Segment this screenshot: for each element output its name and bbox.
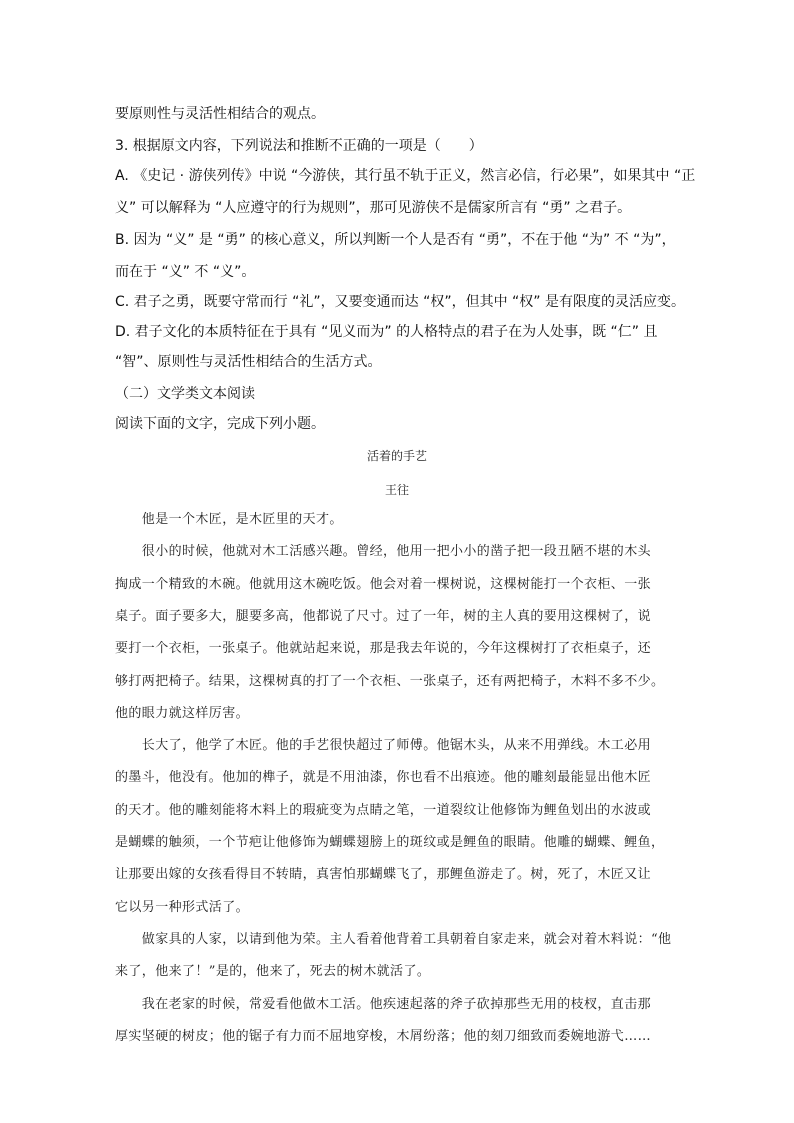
story-line: 他是一个木匠，是木匠里的天才。 bbox=[115, 512, 343, 527]
story-line: 长大了，他学了木匠。他的手艺很快超过了师傅。他锯木头，从来不用弹线。木工必用 bbox=[115, 738, 652, 754]
story-line: 让那要出嫁的女孩看得目不转睛，真害怕那蝴蝶飞了，那鲤鱼游走了。树，死了，木匠又让 bbox=[115, 867, 652, 883]
story-line: 桌子。面子要多大，腿要多高，他都说了尺寸。过了一年，树的主人真的要用这棵树了，说 bbox=[115, 608, 652, 624]
story-line: 的天才。他的雕刻能将木料上的瑕疵变为点睛之笔，一道裂纹让他修饰为鲤鱼划出的水波或 bbox=[115, 802, 652, 818]
header-line: 义” 可以解释为 “人应遵守的行为规则”，那可见游侠不是儒家所言有 “勇” 之君子。 bbox=[115, 200, 632, 216]
story-line: 要打一个衣柜，一张桌子。他就站起来说，那是我去年说的，今年这棵树打了衣柜桌子，还 bbox=[115, 641, 652, 657]
story-title: 活着的手艺 bbox=[366, 449, 427, 463]
story-line: 是蝴蝶的触须，一个节疤让他修饰为蝴蝶翅膀上的斑纹或是鲤鱼的眼睛。他雕的蝴蝶、鲤鱼， bbox=[115, 835, 665, 850]
header-line: “智”、原则性与灵活性相结合的生活方式。 bbox=[115, 354, 382, 370]
header-line: 而在于 “义” 不 “义”。 bbox=[115, 264, 256, 280]
header-line: C. 君子之勇，既要守常而行 “礼”，又要变通而达 “权”，但其中 “权” 是有限度的灵活应变。 bbox=[115, 294, 685, 310]
story-line: 它以另一种形式活了。 bbox=[115, 899, 250, 915]
story-line: 很小的时候，他就对木工活感兴趣。曾经，他用一把小小的凿子把一段丑陋不堪的木头 bbox=[115, 544, 652, 560]
story-line: 厚实坚硬的树皮；他的锯子有力而不屈地穿梭，木屑纷落；他的刻刀细致而委婉地游弋…… bbox=[115, 1028, 652, 1044]
story-line: 的墨斗，他没有。他加的榫子，就是不用油漆，你也看不出痕迹。他的雕刻最能显出他木匠 bbox=[115, 770, 652, 786]
header-line: 要原则性与灵活性相结合的观点。 bbox=[115, 106, 325, 122]
story-line: 来了，他来了！”是的，他来了，死去的树木就活了。 bbox=[115, 964, 431, 980]
story-line: 我在老家的时候，常爱看他做木工活。他疾速起落的斧子砍掉那些无用的枝杈，直击那 bbox=[115, 996, 652, 1012]
story-line: 做家具的人家，以请到他为荣。主人看着他背着工具朝着自家走来，就会对着木料说：“他 bbox=[115, 931, 672, 947]
story-line: 他的眼力就这样厉害。 bbox=[115, 705, 250, 721]
header-line: A. 《史记 · 游侠列传》中说 “今游侠，其行虽不轨于正义，然言必信，行必果”，如果其中 “正 bbox=[115, 168, 696, 184]
header-line: 3. 根据原文内容，下列说法和推断不正确的一项是（ ） bbox=[115, 138, 483, 154]
header-line: B. 因为 “义” 是 “勇” 的核心意义，所以判断一个人是否有 “勇”，不在于他 “为” 不 “为”， bbox=[115, 232, 676, 248]
header-line: 阅读下面的文字，完成下列小题。 bbox=[115, 416, 325, 432]
story-author: 王往 bbox=[384, 483, 409, 497]
story-line: 够打两把椅子。结果，这棵树真的打了一个衣柜、一张桌子，还有两把椅子，木料不多不少。 bbox=[115, 673, 665, 689]
header-line: D. 君子文化的本质特征在于具有 “见义而为” 的人格特点的君子在为人处事，既 “仁” 且 bbox=[115, 324, 658, 340]
header-line: （二）文学类文本阅读 bbox=[115, 386, 255, 402]
story-line: 掏成一个精致的木碗。他就用这木碗吃饭。他会对着一棵树说，这棵树能打一个衣柜、一张 bbox=[115, 576, 652, 592]
